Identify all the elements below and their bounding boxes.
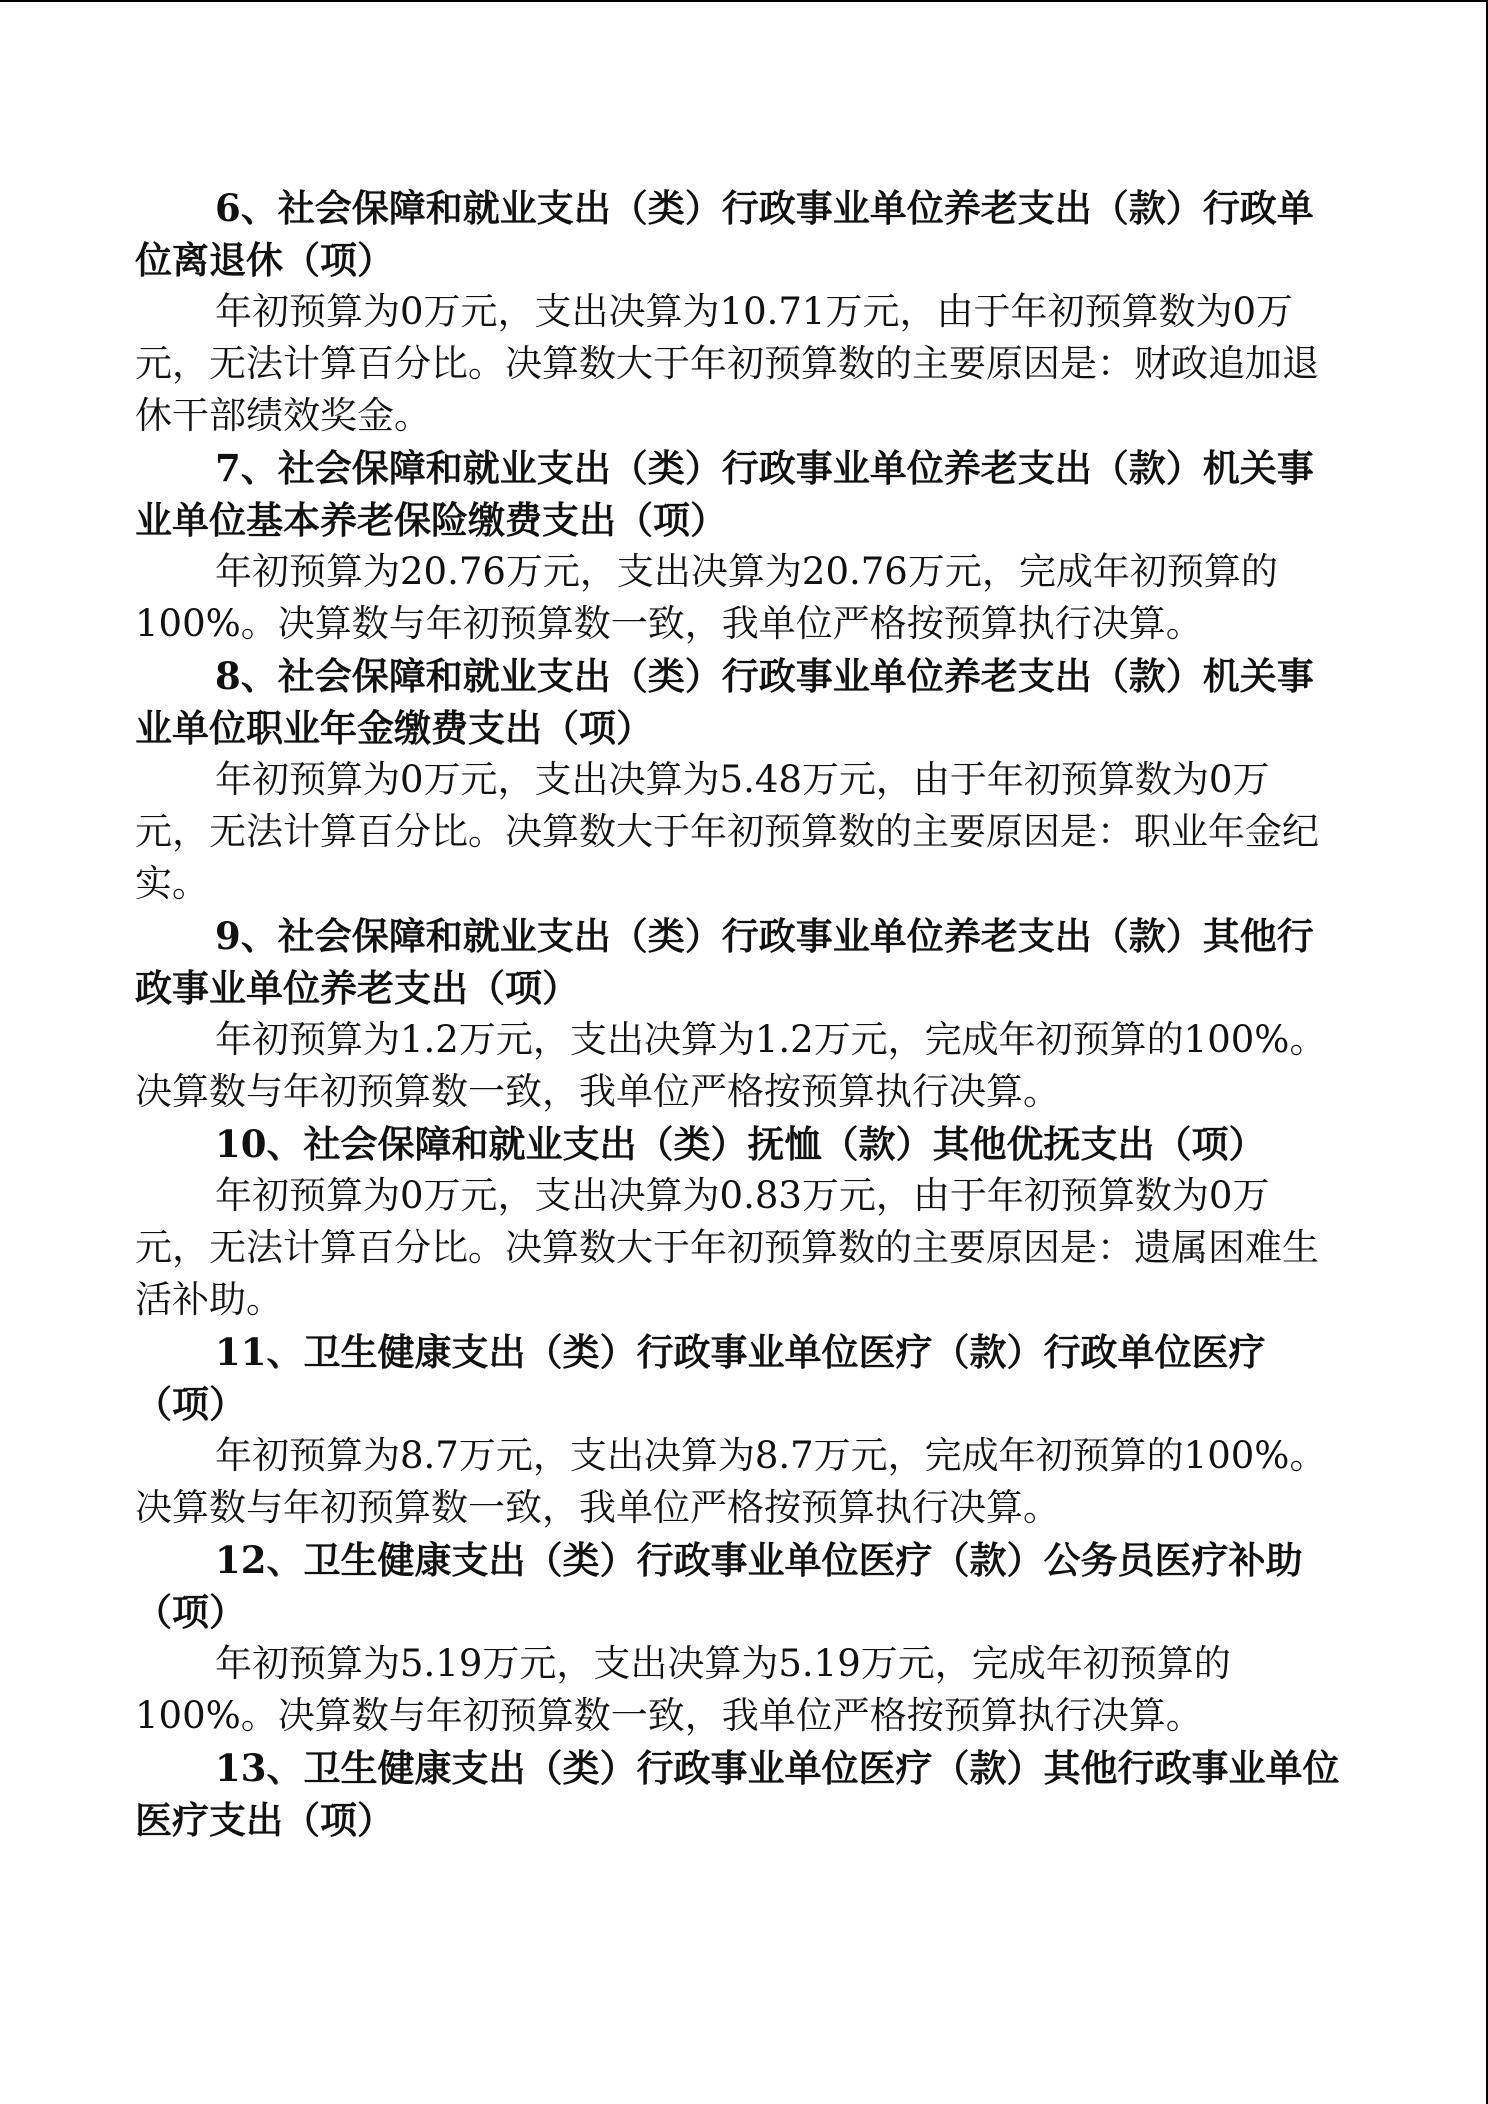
section-heading-11: 11、卫生健康支出（类）行政事业单位医疗（款）行政单位医疗（项） [135,1330,1266,1426]
section-body-9: 年初预算为1.2万元，支出决算为1.2万元，完成年初预算的100%。决算数与年初预算数一致，我单位严格按预算执行决算。 [135,1018,1327,1113]
section-heading-7: 7、社会保障和就业支出（类）行政事业单位养老支出（款）机关事业单位基本养老保险缴费支出（项） [135,446,1314,542]
section-body-12: 年初预算为5.19万元，支出决算为5.19万元，完成年初预算的100%。决算数与年初预算数一致，我单位严格按预算执行决算。 [135,1642,1231,1737]
section-heading-9: 9、社会保障和就业支出（类）行政事业单位养老支出（款）其他行政事业单位养老支出（项） [135,914,1314,1010]
section-body-7: 年初预算为20.76万元，支出决算为20.76万元，完成年初预算的100%。决算数与年初预算数一致，我单位严格按预算执行决算。 [135,550,1278,645]
section-heading-12: 12、卫生健康支出（类）行政事业单位医疗（款）公务员医疗补助（项） [135,1538,1303,1634]
section-body-10: 年初预算为0万元，支出决算为0.83万元，由于年初预算数为0万元，无法计算百分比。决算数大于年初预算数的主要原因是：遗属困难生活补助。 [135,1174,1319,1321]
section-body-8: 年初预算为0万元，支出决算为5.48万元，由于年初预算数为0万元，无法计算百分比。决算数大于年初预算数的主要原因是：职业年金纪实。 [135,758,1319,905]
section-heading-8: 8、社会保障和就业支出（类）行政事业单位养老支出（款）机关事业单位职业年金缴费支出（项） [135,654,1314,750]
section-heading-13: 13、卫生健康支出（类）行政事业单位医疗（款）其他行政事业单位医疗支出（项） [135,1746,1340,1842]
section-body-11: 年初预算为8.7万元，支出决算为8.7万元，完成年初预算的100%。决算数与年初预算数一致，我单位严格按预算执行决算。 [135,1434,1327,1529]
section-heading-6: 6、社会保障和就业支出（类）行政事业单位养老支出（款）行政单位离退休（项） [135,186,1314,282]
section-body-6: 年初预算为0万元，支出决算为10.71万元，由于年初预算数为0万元，无法计算百分比。决算数大于年初预算数的主要原因是：财政追加退休干部绩效奖金。 [135,290,1319,437]
section-heading-10: 10、社会保障和就业支出（类）抚恤（款）其他优抚支出（项） [215,1122,1266,1166]
document-body [135,182,1340,1846]
